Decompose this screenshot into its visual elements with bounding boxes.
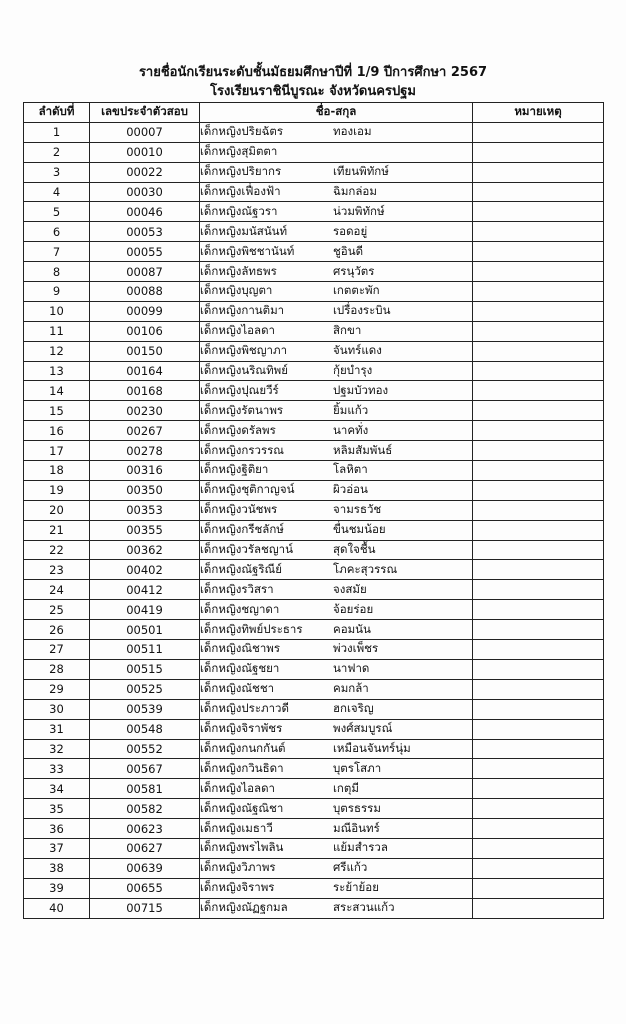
- table-header-row: [24, 103, 604, 123]
- table-row: [24, 242, 604, 262]
- table-row: [24, 441, 604, 461]
- student-name-cell: [200, 878, 473, 898]
- note-cell: [473, 898, 604, 918]
- last-name: พ่วงเพ็ชร: [333, 641, 379, 656]
- first-name: เด็กหญิงชญาดา: [200, 601, 280, 616]
- last-name: โลหิตา: [333, 462, 368, 477]
- note-cell: [473, 858, 604, 878]
- first-name: เด็กหญิงกานติมา: [200, 303, 285, 318]
- exam-id: 00106: [90, 321, 200, 341]
- note-cell: [473, 480, 604, 500]
- note-cell: [473, 540, 604, 560]
- student-name-cell: [200, 182, 473, 202]
- exam-id: 00539: [90, 699, 200, 719]
- note-cell: [473, 620, 604, 640]
- table-row: [24, 858, 604, 878]
- first-name: เด็กหญิงจิราพร: [200, 880, 275, 895]
- exam-id: 00055: [90, 242, 200, 262]
- exam-id: 00022: [90, 162, 200, 182]
- student-number: 33: [24, 759, 90, 779]
- table-row: [24, 560, 604, 580]
- student-name-cell: [200, 898, 473, 918]
- student-name-cell: [200, 381, 473, 401]
- student-name-cell: [200, 361, 473, 381]
- exam-id: 00087: [90, 262, 200, 282]
- first-name: เด็กหญิงณิชาพร: [200, 641, 281, 656]
- student-number: 15: [24, 401, 90, 421]
- exam-id: 00278: [90, 441, 200, 461]
- student-number: 21: [24, 520, 90, 540]
- first-name: เด็กหญิงปริยฉัตร: [200, 124, 284, 139]
- student-name-cell: [200, 580, 473, 600]
- last-name: ยิ้มแก้ว: [333, 402, 369, 417]
- student-name-cell: [200, 441, 473, 461]
- first-name: เด็กหญิงสุมิตตา: [200, 144, 278, 159]
- table-row: [24, 739, 604, 759]
- table-row: [24, 580, 604, 600]
- exam-id: 00515: [90, 659, 200, 679]
- last-name: คมกล้า: [333, 681, 369, 696]
- first-name: เด็กหญิงณัชชา: [200, 681, 275, 696]
- table-row: [24, 540, 604, 560]
- note-cell: [473, 739, 604, 759]
- note-cell: [473, 520, 604, 540]
- exam-id: 00501: [90, 620, 200, 640]
- note-cell: [473, 401, 604, 421]
- student-number: 20: [24, 500, 90, 520]
- table-row: [24, 361, 604, 381]
- note-cell: [473, 381, 604, 401]
- student-number: 8: [24, 262, 90, 282]
- header-note: หมายเหตุ: [473, 103, 604, 123]
- first-name: เด็กหญิงจิราพัชร: [200, 721, 283, 736]
- first-name: เด็กหญิงบุญตา: [200, 283, 273, 298]
- student-number: 34: [24, 779, 90, 799]
- table-row: [24, 878, 604, 898]
- note-cell: [473, 500, 604, 520]
- note-cell: [473, 819, 604, 839]
- first-name: เด็กหญิงพิชชานันท์: [200, 243, 295, 258]
- note-cell: [473, 341, 604, 361]
- student-number: 24: [24, 580, 90, 600]
- exam-id: 00412: [90, 580, 200, 600]
- last-name: ผิวอ่อน: [333, 482, 368, 497]
- first-name: เด็กหญิงเฟื่องฟ้า: [200, 184, 281, 198]
- student-number: 19: [24, 480, 90, 500]
- exam-id: 00627: [90, 838, 200, 858]
- table-row: [24, 600, 604, 620]
- table-row: [24, 301, 604, 321]
- last-name: พงศ์สมบูรณ์: [333, 721, 393, 736]
- table-row: [24, 202, 604, 222]
- first-name: เด็กหญิงปริยากร: [200, 164, 282, 179]
- exam-id: 00316: [90, 461, 200, 481]
- note-cell: [473, 659, 604, 679]
- note-cell: [473, 679, 604, 699]
- first-name: เด็กหญิงณัฐริณีย์: [200, 561, 282, 576]
- student-name-cell: [200, 819, 473, 839]
- exam-id: 00623: [90, 819, 200, 839]
- student-name-cell: [200, 838, 473, 858]
- student-number: 2: [24, 142, 90, 162]
- last-name: กุ้ยบำรุง: [333, 363, 373, 378]
- table-row: [24, 819, 604, 839]
- last-name: เหมือนจันทร์นุ่ม: [333, 740, 411, 755]
- first-name: เด็กหญิงวรัลชญาน์: [200, 542, 293, 557]
- exam-id: 00639: [90, 858, 200, 878]
- table-row: [24, 898, 604, 918]
- document-title: รายชื่อนักเรียนระดับชั้นมัธยมศึกษาปีที่ 1/9 ปีการศึกษา 2567: [138, 65, 488, 80]
- exam-id: 00010: [90, 142, 200, 162]
- note-cell: [473, 799, 604, 819]
- table-row: [24, 381, 604, 401]
- last-name: จามรธวัช: [333, 502, 382, 517]
- student-name-cell: [200, 699, 473, 719]
- exam-id: 00355: [90, 520, 200, 540]
- table-row: [24, 142, 604, 162]
- student-name-cell: [200, 679, 473, 699]
- student-number: 31: [24, 719, 90, 739]
- exam-id: 00581: [90, 779, 200, 799]
- student-name-cell: [200, 202, 473, 222]
- student-number: 12: [24, 341, 90, 361]
- exam-id: 00007: [90, 122, 200, 142]
- note-cell: [473, 600, 604, 620]
- exam-id: 00088: [90, 282, 200, 302]
- table-row: [24, 461, 604, 481]
- student-name-cell: [200, 640, 473, 660]
- exam-id: 00511: [90, 640, 200, 660]
- table-row: [24, 162, 604, 182]
- student-name-cell: [200, 719, 473, 739]
- student-number: 28: [24, 659, 90, 679]
- table-body: [24, 122, 604, 918]
- table-row: [24, 759, 604, 779]
- first-name: เด็กหญิงกวินธิดา: [200, 760, 284, 775]
- student-name-cell: [200, 520, 473, 540]
- exam-id: 00030: [90, 182, 200, 202]
- student-name-cell: [200, 480, 473, 500]
- table-row: [24, 122, 604, 142]
- student-number: 38: [24, 858, 90, 878]
- exam-id: 00046: [90, 202, 200, 222]
- note-cell: [473, 699, 604, 719]
- last-name: บุตรโสภา: [333, 760, 382, 775]
- exam-id: 00402: [90, 560, 200, 580]
- first-name: เด็กหญิงนริณทิพย์: [200, 363, 288, 378]
- last-name: บุตรธรรม: [333, 800, 381, 815]
- first-name: เด็กหญิงณัฏฐกมล: [200, 900, 288, 915]
- note-cell: [473, 301, 604, 321]
- exam-id: 00267: [90, 421, 200, 441]
- note-cell: [473, 282, 604, 302]
- header-exam-id: เลขประจำตัวสอบ: [90, 103, 200, 123]
- last-name: คอมนัน: [333, 621, 371, 636]
- student-number: 9: [24, 282, 90, 302]
- exam-id: 00053: [90, 222, 200, 242]
- first-name: เด็กหญิงไอลดา: [200, 323, 276, 338]
- student-name-cell: [200, 142, 473, 162]
- note-cell: [473, 222, 604, 242]
- last-name: หลิมสัมพันธ์: [333, 442, 393, 457]
- exam-id: 00655: [90, 878, 200, 898]
- first-name: เด็กหญิงพิชญาภา: [200, 343, 288, 358]
- exam-id: 00419: [90, 600, 200, 620]
- student-number: 6: [24, 222, 90, 242]
- first-name: เด็กหญิงไอลดา: [200, 780, 276, 795]
- note-cell: [473, 262, 604, 282]
- note-cell: [473, 719, 604, 739]
- first-name: เด็กหญิงดรัลพร: [200, 422, 276, 437]
- first-name: เด็กหญิงทิพย์ประธาร: [200, 621, 303, 636]
- exam-id: 00168: [90, 381, 200, 401]
- exam-id: 00230: [90, 401, 200, 421]
- student-name-cell: [200, 739, 473, 759]
- first-name: เด็กหญิงณัฐณิชา: [200, 800, 284, 815]
- last-name: นาฟาด: [333, 661, 370, 676]
- note-cell: [473, 838, 604, 858]
- table-row: [24, 321, 604, 341]
- student-name-cell: [200, 620, 473, 640]
- exam-id: 00567: [90, 759, 200, 779]
- student-number: 7: [24, 242, 90, 262]
- first-name: เด็กหญิงณัฐวรา: [200, 203, 278, 218]
- student-name-cell: [200, 122, 473, 142]
- note-cell: [473, 461, 604, 481]
- student-name-cell: [200, 282, 473, 302]
- table-row: [24, 620, 604, 640]
- last-name: ขื่นชมน้อย: [333, 522, 386, 537]
- student-name-cell: [200, 321, 473, 341]
- last-name: โภคะสุวรรณ: [333, 561, 398, 576]
- student-name-cell: [200, 341, 473, 361]
- exam-id: 00525: [90, 679, 200, 699]
- student-number: 35: [24, 799, 90, 819]
- student-name-cell: [200, 600, 473, 620]
- note-cell: [473, 421, 604, 441]
- exam-id: 00362: [90, 540, 200, 560]
- last-name: ศรีแก้ว: [333, 860, 368, 875]
- student-number: 36: [24, 819, 90, 839]
- student-name-cell: [200, 401, 473, 421]
- student-name-cell: [200, 759, 473, 779]
- last-name: ทองเอม: [333, 124, 372, 139]
- student-number: 40: [24, 898, 90, 918]
- last-name: ฮกเจริญ: [333, 701, 374, 716]
- student-number: 22: [24, 540, 90, 560]
- last-name: ปฐมบัวทอง: [333, 382, 389, 397]
- table-row: [24, 699, 604, 719]
- exam-id: 00150: [90, 341, 200, 361]
- note-cell: [473, 122, 604, 142]
- note-cell: [473, 162, 604, 182]
- student-name-cell: [200, 222, 473, 242]
- note-cell: [473, 759, 604, 779]
- table-row: [24, 401, 604, 421]
- header-no: ลำดับที่: [24, 103, 90, 123]
- table-row: [24, 182, 604, 202]
- student-number: 13: [24, 361, 90, 381]
- exam-id: 00350: [90, 480, 200, 500]
- student-name-cell: [200, 659, 473, 679]
- first-name: เด็กหญิงฐิติยา: [200, 462, 269, 477]
- student-number: 30: [24, 699, 90, 719]
- student-number: 23: [24, 560, 90, 580]
- note-cell: [473, 182, 604, 202]
- first-name: เด็กหญิงพรไพลิน: [200, 840, 284, 855]
- note-cell: [473, 560, 604, 580]
- table-row: [24, 282, 604, 302]
- table-row: [24, 779, 604, 799]
- last-name: สุดใจชื้น: [333, 542, 376, 557]
- table-row: [24, 838, 604, 858]
- last-name: จงสมัย: [333, 581, 367, 596]
- last-name: แย้มสำรวล: [333, 840, 388, 855]
- student-number: 14: [24, 381, 90, 401]
- first-name: เด็กหญิงกรวรรณ: [200, 442, 284, 457]
- last-name: มณีอินทร์: [333, 820, 380, 835]
- last-name: จ้อยร่อย: [333, 601, 374, 616]
- note-cell: [473, 640, 604, 660]
- table-row: [24, 719, 604, 739]
- student-number: 16: [24, 421, 90, 441]
- first-name: เด็กหญิงกรีชลักษ์: [200, 522, 284, 537]
- table-row: [24, 520, 604, 540]
- header-name: ชื่อ-สกุล: [200, 103, 473, 123]
- student-number: 27: [24, 640, 90, 660]
- last-name: รอดอยู่: [333, 223, 368, 238]
- exam-id: 00715: [90, 898, 200, 918]
- student-number: 39: [24, 878, 90, 898]
- student-number: 5: [24, 202, 90, 222]
- note-cell: [473, 580, 604, 600]
- table-row: [24, 421, 604, 441]
- first-name: เด็กหญิงปุณยวีร์: [200, 382, 279, 397]
- student-number: 26: [24, 620, 90, 640]
- note-cell: [473, 878, 604, 898]
- student-number: 11: [24, 321, 90, 341]
- last-name: เกตตะพัก: [333, 283, 380, 298]
- first-name: เด็กหญิงกนกกันต์: [200, 740, 286, 755]
- student-name-cell: [200, 779, 473, 799]
- student-number: 18: [24, 461, 90, 481]
- student-number: 4: [24, 182, 90, 202]
- first-name: เด็กหญิงประภาวดี: [200, 701, 289, 716]
- first-name: เด็กหญิงชุติกาญจน์: [200, 482, 295, 497]
- note-cell: [473, 242, 604, 262]
- last-name: เทียนพิทักษ์: [333, 164, 389, 179]
- student-number: 25: [24, 600, 90, 620]
- student-name-cell: [200, 540, 473, 560]
- last-name: ระย้าย้อย: [333, 880, 379, 895]
- exam-id: 00353: [90, 500, 200, 520]
- student-name-cell: [200, 461, 473, 481]
- student-name-cell: [200, 242, 473, 262]
- student-number: 32: [24, 739, 90, 759]
- first-name: เด็กหญิงวนัชพร: [200, 502, 278, 517]
- school-name: โรงเรียนราชินีบูรณะ จังหวัดนครปฐม: [210, 84, 416, 99]
- table-row: [24, 640, 604, 660]
- exam-id: 00552: [90, 739, 200, 759]
- student-name-cell: [200, 162, 473, 182]
- student-number: 29: [24, 679, 90, 699]
- first-name: เด็กหญิงวิภาพร: [200, 860, 276, 875]
- first-name: เด็กหญิงลัทธพร: [200, 263, 277, 278]
- first-name: เด็กหญิงรัตนาพร: [200, 402, 284, 417]
- first-name: เด็กหญิงณัฐชยา: [200, 661, 280, 676]
- first-name: เด็กหญิงมนัสนันท์: [200, 223, 288, 238]
- table-row: [24, 500, 604, 520]
- last-name: ศรนุวัตร: [333, 263, 375, 278]
- table-row: [24, 262, 604, 282]
- note-cell: [473, 321, 604, 341]
- student-name-cell: [200, 421, 473, 441]
- table-row: [24, 679, 604, 699]
- table-row: [24, 222, 604, 242]
- student-number: 3: [24, 162, 90, 182]
- last-name: จันทร์แดง: [333, 343, 382, 358]
- first-name: เด็กหญิงเมธาวี: [200, 820, 273, 835]
- student-number: 1: [24, 122, 90, 142]
- last-name: เปรื่องระบิน: [333, 303, 391, 318]
- student-table: [23, 102, 604, 919]
- last-name: เกตุมี: [333, 780, 359, 795]
- table-row: [24, 799, 604, 819]
- student-name-cell: [200, 560, 473, 580]
- last-name: น่วมพิทักษ์: [333, 203, 385, 218]
- note-cell: [473, 441, 604, 461]
- table-row: [24, 480, 604, 500]
- student-name-cell: [200, 799, 473, 819]
- student-number: 10: [24, 301, 90, 321]
- student-number: 17: [24, 441, 90, 461]
- exam-id: 00099: [90, 301, 200, 321]
- note-cell: [473, 142, 604, 162]
- table-row: [24, 659, 604, 679]
- last-name: ฉิมกล่อม: [333, 184, 377, 198]
- first-name: เด็กหญิงรวิสรา: [200, 581, 274, 596]
- note-cell: [473, 361, 604, 381]
- last-name: สระสวนแก้ว: [333, 900, 395, 915]
- student-name-cell: [200, 858, 473, 878]
- last-name: นาคทั่ง: [333, 422, 369, 437]
- exam-id: 00164: [90, 361, 200, 381]
- last-name: สิกขา: [333, 323, 362, 338]
- last-name: ชูอินดี: [333, 243, 364, 258]
- student-name-cell: [200, 301, 473, 321]
- student-name-cell: [200, 500, 473, 520]
- table-row: [24, 341, 604, 361]
- note-cell: [473, 202, 604, 222]
- exam-id: 00548: [90, 719, 200, 739]
- note-cell: [473, 779, 604, 799]
- exam-id: 00582: [90, 799, 200, 819]
- student-name-cell: [200, 262, 473, 282]
- student-number: 37: [24, 838, 90, 858]
